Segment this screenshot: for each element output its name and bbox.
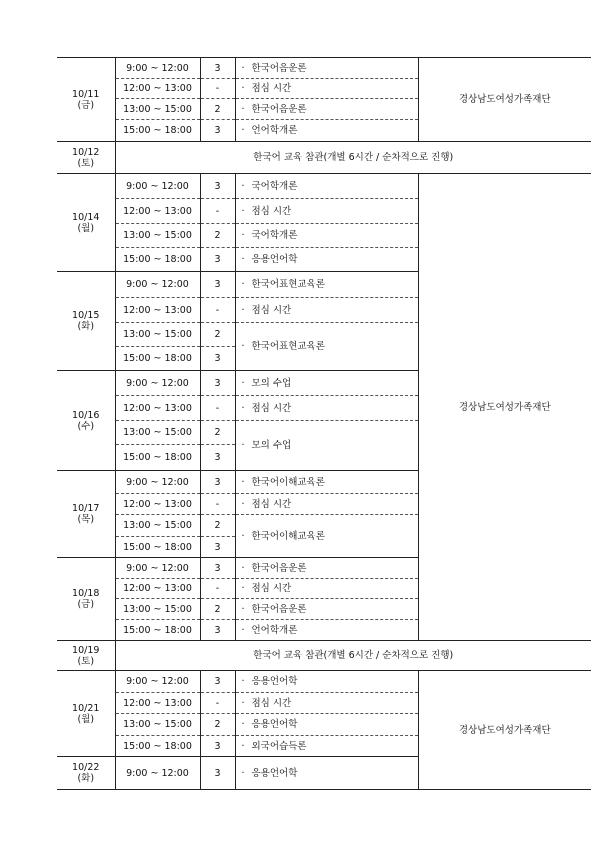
time-cell: 12:00 ~ 13:00 — [115, 79, 200, 99]
subject-cell — [235, 579, 418, 599]
time-cell: 13:00 ~ 15:00 — [115, 224, 200, 248]
bullet-mark: · — [241, 377, 245, 389]
date-text: 10/11 — [72, 88, 100, 100]
bullet-mark: · — [241, 719, 245, 730]
date-cell — [57, 272, 115, 371]
time-cell: 15:00 ~ 18:00 — [115, 248, 200, 272]
day-row — [57, 641, 591, 671]
hours-cell: 2 — [200, 599, 235, 620]
time-cell: 9:00 ~ 12:00 — [115, 558, 200, 579]
date-cell — [57, 757, 115, 790]
subject-text: 한국어음운론 — [251, 103, 307, 115]
time-cell: 9:00 ~ 12:00 — [115, 58, 200, 79]
time-cell: 12:00 ~ 13:00 — [115, 298, 200, 323]
hours-cell: 3 — [200, 671, 235, 693]
bullet-mark: · — [241, 402, 245, 414]
bullet-mark: · — [241, 62, 245, 74]
time-cell: 9:00 ~ 12:00 — [115, 471, 200, 494]
subject-text: 언어학개론 — [251, 125, 298, 136]
subject-cell — [235, 620, 418, 641]
hours-cell: - — [200, 693, 235, 714]
day-row — [57, 142, 591, 174]
subject-text: 모의 수업 — [251, 377, 292, 389]
subject-cell — [235, 298, 418, 323]
bullet-mark: · — [241, 83, 245, 94]
subject-text: 응용언어학 — [251, 719, 298, 730]
bullet-mark: · — [241, 697, 245, 709]
hours-cell: 3 — [200, 537, 235, 558]
time-cell: 12:00 ~ 13:00 — [115, 494, 200, 515]
hours-cell: - — [200, 79, 235, 99]
bullet-mark: · — [241, 103, 245, 115]
weekday-text: (화) — [77, 321, 95, 332]
date-text: 10/14 — [72, 211, 100, 223]
subject-text: 응용언어학 — [251, 254, 298, 265]
time-cell: 12:00 ~ 13:00 — [115, 199, 200, 224]
hours-cell: 3 — [200, 58, 235, 79]
date-text: 10/16 — [72, 409, 100, 421]
time-cell: 15:00 ~ 18:00 — [115, 347, 200, 371]
bullet-mark: · — [241, 440, 245, 451]
subject-text: 한국어이해교육론 — [251, 476, 325, 488]
subject-cell — [235, 199, 418, 224]
subject-text: 응용언어학 — [251, 767, 298, 779]
hours-cell: 3 — [200, 272, 235, 298]
hours-cell: - — [200, 579, 235, 599]
subject-cell — [235, 757, 418, 790]
subject-text: 점심 시간 — [251, 498, 292, 510]
bullet-mark: · — [241, 583, 245, 594]
subject-text: 점심 시간 — [251, 697, 292, 709]
bullet-mark: · — [241, 230, 245, 241]
bullet-mark: · — [241, 767, 245, 779]
time-cell: 13:00 ~ 15:00 — [115, 714, 200, 736]
hours-cell: 3 — [200, 620, 235, 641]
time-cell: 9:00 ~ 12:00 — [115, 671, 200, 693]
date-text: 10/12 — [72, 146, 100, 158]
hours-cell: 2 — [200, 224, 235, 248]
bullet-mark: · — [241, 676, 245, 687]
organization-cell: 경상남도여성가족재단 — [418, 174, 591, 641]
subject-cell — [235, 79, 418, 99]
time-cell: 15:00 ~ 18:00 — [115, 445, 200, 471]
subject-text: 점심 시간 — [251, 583, 292, 594]
time-cell: 9:00 ~ 12:00 — [115, 757, 200, 790]
bullet-mark: · — [241, 341, 245, 352]
subject-cell — [235, 714, 418, 736]
bullet-mark: · — [241, 740, 245, 752]
time-cell: 9:00 ~ 12:00 — [115, 174, 200, 199]
date-text: 10/21 — [72, 702, 100, 714]
time-cell: 13:00 ~ 15:00 — [115, 599, 200, 620]
organization-cell: 경상남도여성가족재단 — [418, 671, 591, 790]
bullet-mark: · — [241, 562, 245, 574]
subject-text: 한국어표현교육론 — [251, 341, 325, 352]
subject-cell — [235, 671, 418, 693]
bullet-mark: · — [241, 205, 245, 217]
time-cell: 13:00 ~ 15:00 — [115, 99, 200, 120]
time-cell: 12:00 ~ 13:00 — [115, 396, 200, 421]
subject-cell — [235, 224, 418, 248]
subject-cell — [235, 174, 418, 199]
time-cell: 12:00 ~ 13:00 — [115, 693, 200, 714]
subject-text: 점심 시간 — [251, 83, 292, 94]
schedule-row — [57, 58, 591, 79]
time-cell: 9:00 ~ 12:00 — [115, 371, 200, 396]
subject-cell — [235, 693, 418, 714]
subject-cell — [235, 396, 418, 421]
weekday-text: (목) — [77, 514, 95, 525]
subject-text: 한국어음운론 — [251, 62, 307, 74]
hours-cell: 2 — [200, 515, 235, 537]
weekday-text: (토) — [77, 655, 95, 667]
time-cell: 9:00 ~ 12:00 — [115, 272, 200, 298]
date-text: 10/17 — [72, 503, 100, 514]
time-cell: 13:00 ~ 15:00 — [115, 421, 200, 445]
subject-text: 국어학개론 — [251, 180, 298, 192]
date-cell — [57, 371, 115, 471]
observation-notice: 한국어 교육 참관(개별 6시간 / 순차적으로 진행) — [115, 142, 591, 174]
subject-cell — [235, 323, 418, 371]
time-cell: 13:00 ~ 15:00 — [115, 323, 200, 347]
date-cell — [57, 471, 115, 558]
subject-cell — [235, 558, 418, 579]
subject-cell — [235, 736, 418, 757]
date-text: 10/15 — [72, 310, 100, 321]
hours-cell: 3 — [200, 558, 235, 579]
bullet-mark: · — [241, 304, 245, 316]
time-cell: 12:00 ~ 13:00 — [115, 579, 200, 599]
schedule-row — [57, 174, 591, 199]
date-text: 10/18 — [72, 588, 100, 599]
hours-cell: 3 — [200, 371, 235, 396]
subject-cell — [235, 421, 418, 471]
bullet-mark: · — [241, 180, 245, 192]
weekday-text: (수) — [77, 420, 95, 432]
time-cell: 13:00 ~ 15:00 — [115, 515, 200, 537]
hours-cell: - — [200, 298, 235, 323]
hours-cell: - — [200, 199, 235, 224]
weekday-text: (화) — [77, 773, 95, 784]
hours-cell: 3 — [200, 736, 235, 757]
bullet-mark: · — [241, 498, 245, 510]
schedule-row — [57, 671, 591, 693]
subject-text: 점심 시간 — [251, 402, 292, 414]
bullet-mark: · — [241, 476, 245, 488]
subject-text: 한국어음운론 — [251, 562, 307, 574]
bullet-mark: · — [241, 125, 245, 136]
subject-text: 외국어습득론 — [251, 740, 307, 752]
date-cell — [57, 58, 115, 142]
bullet-mark: · — [241, 254, 245, 265]
subject-text: 한국어표현교육론 — [251, 279, 325, 290]
subject-text: 응용언어학 — [251, 676, 298, 687]
subject-cell — [235, 272, 418, 298]
subject-text: 점심 시간 — [251, 304, 292, 316]
date-cell — [57, 671, 115, 757]
date-cell — [57, 558, 115, 641]
hours-cell: 3 — [200, 445, 235, 471]
hours-cell: - — [200, 494, 235, 515]
hours-cell: 3 — [200, 174, 235, 199]
bullet-mark: · — [241, 279, 245, 290]
weekday-text: (월) — [77, 713, 95, 725]
subject-cell — [235, 371, 418, 396]
time-cell: 15:00 ~ 18:00 — [115, 120, 200, 142]
weekday-text: (토) — [77, 157, 95, 169]
subject-cell — [235, 248, 418, 272]
bullet-mark: · — [241, 624, 245, 636]
organization-cell: 경상남도여성가족재단 — [418, 58, 591, 142]
subject-cell — [235, 515, 418, 558]
bullet-mark: · — [241, 530, 245, 542]
subject-cell — [235, 99, 418, 120]
subject-text: 한국어이해교육론 — [251, 530, 325, 542]
hours-cell: 2 — [200, 421, 235, 445]
subject-cell — [235, 120, 418, 142]
date-text: 10/19 — [72, 644, 100, 656]
subject-cell — [235, 494, 418, 515]
subject-cell — [235, 599, 418, 620]
hours-cell: 3 — [200, 757, 235, 790]
hours-cell: 2 — [200, 714, 235, 736]
time-cell: 15:00 ~ 18:00 — [115, 537, 200, 558]
date-text: 10/22 — [72, 762, 100, 773]
bullet-mark: · — [241, 603, 245, 615]
hours-cell: 3 — [200, 120, 235, 142]
subject-text: 언어학개론 — [251, 624, 298, 636]
subject-text: 한국어음운론 — [251, 603, 307, 615]
hours-cell: 3 — [200, 248, 235, 272]
hours-cell: - — [200, 396, 235, 421]
hours-cell: 3 — [200, 347, 235, 371]
subject-cell — [235, 471, 418, 494]
weekday-text: (금) — [77, 99, 95, 111]
date-cell — [57, 142, 115, 174]
hours-cell: 2 — [200, 99, 235, 120]
date-cell — [57, 641, 115, 671]
observation-notice: 한국어 교육 참관(개별 6시간 / 순차적으로 진행) — [115, 641, 591, 671]
subject-cell — [235, 58, 418, 79]
hours-cell: 2 — [200, 323, 235, 347]
subject-text: 점심 시간 — [251, 205, 292, 217]
time-cell: 15:00 ~ 18:00 — [115, 620, 200, 641]
subject-text: 국어학개론 — [251, 230, 298, 241]
schedule-table — [57, 57, 591, 790]
hours-cell: 3 — [200, 471, 235, 494]
subject-text: 모의 수업 — [251, 440, 292, 451]
weekday-text: (금) — [77, 599, 95, 610]
weekday-text: (월) — [77, 222, 95, 234]
time-cell: 15:00 ~ 18:00 — [115, 736, 200, 757]
date-cell — [57, 174, 115, 272]
